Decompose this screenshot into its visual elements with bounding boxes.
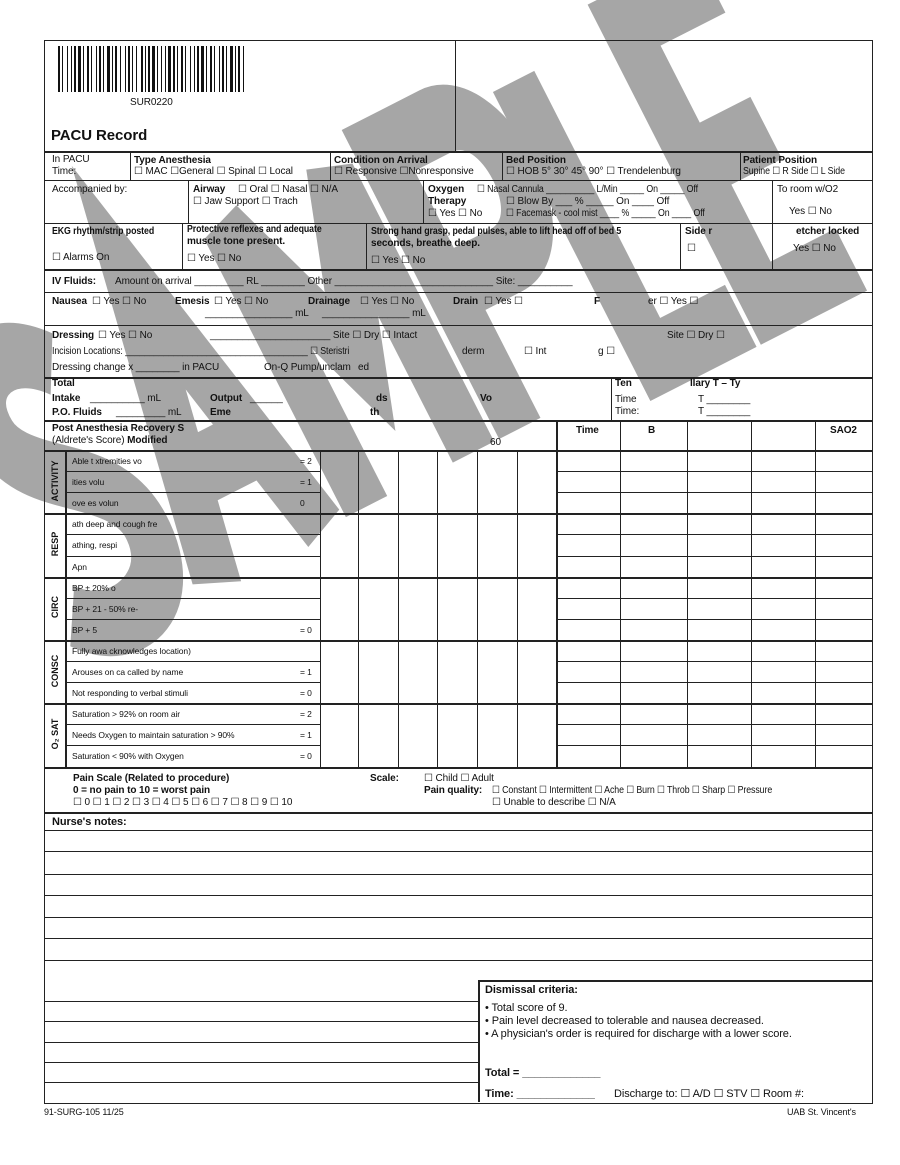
oxygen-yes-no[interactable]: ☐ Yes ☐ No <box>428 208 483 219</box>
barcode-bar <box>132 46 133 92</box>
score-criterion: Able t xtremities vo <box>72 456 142 466</box>
divider <box>680 223 681 269</box>
temp-time-1[interactable]: Time <box>615 394 637 405</box>
divider <box>740 151 741 180</box>
grid-line <box>815 420 816 767</box>
notes-line[interactable] <box>44 960 872 961</box>
total-field[interactable]: Total = _____________ <box>485 1067 601 1079</box>
condition-title: Condition on Arrival <box>334 155 428 166</box>
barcode-bar <box>197 46 199 92</box>
divider <box>478 980 872 982</box>
barcode-bar <box>141 46 143 92</box>
drainage-options[interactable]: ☐ Yes ☐ No <box>360 296 415 307</box>
notes-line[interactable] <box>44 1021 478 1022</box>
barcode-bar <box>161 46 162 92</box>
facemask-option[interactable]: ☐ Facemask - cool mist ____ % _____ On ____ Off <box>506 208 705 219</box>
form-code: 91-SURG-105 11/25 <box>44 1107 124 1117</box>
foley-options[interactable]: er ☐ Yes ☐ <box>648 296 699 307</box>
barcode-bar <box>190 46 191 92</box>
score-group-label: RESP <box>50 531 60 557</box>
barcode-bar <box>222 46 224 92</box>
barcode-bar <box>115 46 117 92</box>
grid-line <box>556 492 872 493</box>
barcode-bar <box>83 46 84 92</box>
drain-label: Drain <box>453 296 479 307</box>
score-value: = 1 <box>300 477 312 488</box>
grid-line <box>358 450 359 767</box>
score-criterion: BP + 21 - 50% re- <box>72 603 138 614</box>
stretcher-options[interactable]: Yes ☐ No <box>793 243 836 254</box>
barcode-bar <box>238 46 240 92</box>
barcode-bar <box>157 46 158 92</box>
room-o2-options[interactable]: Yes ☐ No <box>789 206 832 217</box>
grasp-label: Strong hand grasp, pedal pulses, able to lift head off of bed 5 <box>371 226 622 237</box>
notes-line[interactable] <box>44 851 872 852</box>
grid-line <box>398 450 399 767</box>
divider <box>366 223 367 269</box>
time-column-header: Time <box>576 425 599 436</box>
score-value: = 1 <box>300 730 312 741</box>
grid-line <box>65 534 320 535</box>
score-value: = 0 <box>300 688 312 699</box>
grid-line <box>65 682 320 683</box>
emesis-label: Emesis <box>175 296 210 307</box>
notes-line[interactable] <box>44 1082 478 1083</box>
grid-line <box>65 661 320 662</box>
score-value: = 0 <box>300 751 312 762</box>
notes-line[interactable] <box>44 917 872 918</box>
dressing-site-field[interactable]: ______________________ Site ☐ Dry ☐ Intact <box>210 330 418 341</box>
grid-line <box>320 450 321 767</box>
divider <box>44 812 872 814</box>
barcode-bar <box>201 46 204 92</box>
onq-pump-label: On-Q Pump/unclam <box>264 362 351 373</box>
barcode-bar <box>67 46 68 92</box>
stretcher-label: etcher locked <box>796 226 860 237</box>
nurses-notes-title: Nurse's notes: <box>52 816 127 828</box>
barcode-bar <box>219 46 220 92</box>
score-criterion: ove es volun <box>72 498 119 509</box>
barcode-bar <box>128 46 130 92</box>
anesthesia-options[interactable]: ☐ MAC ☐General ☐ Spinal ☐ Local <box>134 166 293 177</box>
divider <box>502 151 503 180</box>
divider <box>611 377 612 420</box>
grid-line <box>65 745 320 746</box>
barcode-bar <box>181 46 183 92</box>
oxygen-title: Oxygen <box>428 184 465 195</box>
intake-field[interactable]: __________ mL <box>90 393 161 404</box>
notes-line[interactable] <box>44 1001 478 1002</box>
pain-quality-options-2[interactable]: ☐ Unable to describe ☐ N/A <box>492 797 616 808</box>
divider <box>44 292 872 293</box>
grid-line <box>65 450 67 767</box>
condition-options[interactable]: ☐ Responsive ☐Nonresponsive <box>334 166 474 177</box>
score-group-label: ACTIVITY <box>50 460 60 502</box>
grid-line <box>517 450 518 767</box>
barcode-bar <box>74 46 76 92</box>
dressing-options[interactable]: ☐ Yes ☐ No <box>98 330 153 341</box>
barcode-bar <box>112 46 113 92</box>
grid-line <box>65 619 320 620</box>
grid-line <box>65 724 320 725</box>
incision-option[interactable]: ☐ Int <box>524 346 547 357</box>
score-subtitle-modified: Modified <box>127 435 168 446</box>
airway-options[interactable]: ☐ Oral ☐ Nasal ☐ N/A <box>238 184 338 195</box>
dermabond-option[interactable]: derm <box>462 346 485 357</box>
barcode-bar <box>136 46 137 92</box>
score-value: = 1 <box>300 667 312 677</box>
score-criterion: Needs Oxygen to maintain saturation > 90% <box>72 730 235 741</box>
grasp-options[interactable]: ☐ Yes ☐ No <box>371 255 426 266</box>
divider <box>44 223 872 224</box>
grid-line <box>556 745 872 746</box>
barcode-bar <box>145 46 146 92</box>
score-value: 0 <box>300 498 305 509</box>
score-criterion: Apn <box>72 561 87 572</box>
barcode-bar <box>185 46 186 92</box>
divider <box>455 40 456 151</box>
score-subtitle-line <box>52 435 167 447</box>
grid-line <box>65 492 320 493</box>
barcode-bar <box>210 46 212 92</box>
score-title: Post Anesthesia Recovery S <box>52 423 185 434</box>
divider <box>44 269 872 271</box>
grid-line <box>44 513 872 515</box>
criterion: • A physician's order is required for discharge with a lower score. <box>485 1028 792 1040</box>
grid-line <box>437 450 438 767</box>
reflexes-label: Protective reflexes and adequate <box>187 224 322 235</box>
grid-line <box>44 640 872 642</box>
score-value: = 0 <box>300 624 312 635</box>
patient-options[interactable]: Supine ☐ R Side ☐ L Side <box>743 166 845 177</box>
in-pacu-label: In PACU <box>52 154 90 165</box>
temp-label: Ten <box>615 378 632 389</box>
po-fluids-label: P.O. Fluids <box>52 407 102 418</box>
nasal-cannula-option[interactable]: ☐ Nasal Cannula __________ L/Min _____ On _____ Off <box>477 184 698 195</box>
grid-line <box>687 420 688 767</box>
iv-fluids-fields[interactable]: Amount on arrival _________ RL ________ Other _____________________________ Site: __________ <box>115 276 573 287</box>
incision-option-2[interactable]: g ☐ <box>598 346 616 357</box>
nausea-label: Nausea <box>52 296 87 307</box>
barcode-bar <box>58 46 60 92</box>
barcode-bar <box>120 46 121 92</box>
notes-line[interactable] <box>44 895 872 896</box>
grid-line <box>556 661 872 662</box>
score-value: = 2 <box>300 456 312 466</box>
grid-line <box>556 534 872 535</box>
emesis-total-label: Eme <box>210 407 231 418</box>
barcode-bar <box>235 46 236 92</box>
barcode-bar <box>230 46 233 92</box>
scale-label: Scale: <box>370 773 399 784</box>
score-criterion: ities volu <box>72 477 105 488</box>
onq-pump-label-2: ed <box>358 362 369 373</box>
nausea-options[interactable]: ☐ Yes ☐ No <box>92 296 147 307</box>
dressing-site-2[interactable]: Site ☐ Dry ☐ <box>667 330 725 341</box>
discharge-to-options[interactable]: Discharge to: ☐ A/D ☐ STV ☐ Room #: <box>614 1088 804 1100</box>
divider <box>130 151 131 180</box>
bp-column-header: B <box>648 425 656 436</box>
grid-line <box>44 450 872 452</box>
divider <box>772 180 773 223</box>
criterion: • Pain level decreased to tolerable and nausea decreased. <box>485 1015 764 1027</box>
grid-line <box>477 450 478 767</box>
score-criterion: Not responding to verbal stimuli <box>72 688 188 699</box>
grid-line <box>556 420 558 767</box>
barcode-bar <box>194 46 195 92</box>
minutes-60-label: 60 <box>490 437 501 448</box>
grid-line <box>556 619 872 620</box>
divider <box>44 180 872 181</box>
barcode-code: SUR0220 <box>130 97 173 108</box>
score-group-label: CIRC <box>50 596 60 619</box>
grid-line <box>65 598 320 599</box>
divider <box>182 223 183 269</box>
emesis-options[interactable]: ☐ Yes ☐ No <box>214 296 269 307</box>
barcode-bar <box>99 46 101 92</box>
score-criterion: Saturation > 92% on room air <box>72 709 180 720</box>
emesis-ml-field[interactable]: ________________ mL <box>205 308 309 319</box>
dismissal-time-field[interactable]: Time: _____________ <box>485 1088 595 1100</box>
output-field[interactable]: ______ <box>250 393 283 404</box>
divider <box>423 180 424 223</box>
room-o2-label: To room w/O2 <box>777 184 839 195</box>
grid-line <box>65 556 320 557</box>
total-label: Total <box>52 378 75 389</box>
score-criterion: Fully awa cknowledges location) <box>72 645 191 656</box>
barcode-bar <box>177 46 178 92</box>
dressing-label: Dressing <box>52 330 94 341</box>
blow-by-option[interactable]: ☐ Blow By ___ % _____ On ____ Off <box>506 196 670 207</box>
score-group-label: O₂ SAT <box>50 718 60 750</box>
grid-line <box>556 598 872 599</box>
pain-quality-label: Pain quality: <box>424 785 483 796</box>
ekg-label: EKG rhythm/strip posted <box>52 226 155 237</box>
page-title: PACU Record <box>51 127 148 144</box>
temp-value-1[interactable]: T ________ <box>698 394 751 405</box>
barcode-bar <box>214 46 215 92</box>
barcode-bar <box>96 46 97 92</box>
notes-line[interactable] <box>44 1062 478 1063</box>
divider <box>772 223 773 269</box>
patient-title: Patient Position <box>743 155 817 166</box>
pain-scale-title: Pain Scale (Related to procedure) <box>73 773 230 784</box>
barcode-bar <box>78 46 81 92</box>
reflexes-label-2: muscle tone present. <box>187 236 286 247</box>
score-subtitle: (Aldrete's Score) <box>52 435 128 446</box>
dismissal-title: Dismissal criteria: <box>485 984 578 996</box>
grid-line <box>556 682 872 683</box>
scale-options[interactable]: ☐ Child ☐ Adult <box>424 773 494 784</box>
score-criterion: BP ± 20% o <box>72 582 116 593</box>
barcode-bar <box>107 46 110 92</box>
barcode-bar <box>168 46 171 92</box>
divider <box>478 980 480 1102</box>
temp-value-2[interactable]: T ________ <box>698 406 751 417</box>
barcode-bar <box>173 46 175 92</box>
notes-line[interactable] <box>44 874 872 875</box>
barcode-bar <box>71 46 72 92</box>
barcode-bar <box>148 46 150 92</box>
divider <box>44 377 872 379</box>
drainage-ml-field[interactable]: ________________ mL <box>322 308 426 319</box>
barcode-bar <box>165 46 166 92</box>
score-criterion: Saturation < 90% with Oxygen <box>72 751 184 762</box>
score-group-label: CONSC <box>50 654 60 687</box>
pain-range: 0 = no pain to 10 = worst pain <box>73 785 211 796</box>
divider <box>44 420 872 422</box>
airway-options-2[interactable]: ☐ Jaw Support ☐ Trach <box>193 196 298 207</box>
grid-line <box>556 471 872 472</box>
notes-line[interactable] <box>44 938 872 939</box>
accompanied-label[interactable]: Accompanied by: <box>52 184 128 195</box>
barcode-bar <box>103 46 104 92</box>
sao2-column-header: SAO2 <box>830 425 857 436</box>
barcode-bar <box>91 46 92 92</box>
criterion: • Total score of 9. <box>485 1002 568 1014</box>
other-label: th <box>370 407 380 418</box>
drain-options[interactable]: ☐ Yes ☐ <box>484 296 523 307</box>
side-rails-options[interactable]: ☐ <box>687 243 696 254</box>
score-criterion: Arouses on ca called by name <box>72 667 184 677</box>
bloods-label: ds <box>376 393 388 404</box>
divider <box>44 151 872 153</box>
barcode-bar <box>243 46 244 92</box>
therapy-title: Therapy <box>428 196 467 207</box>
score-criterion: BP + 5 <box>72 624 97 635</box>
score-criterion: ath deep and cough fre <box>72 519 158 530</box>
void-label: Vo <box>480 393 492 404</box>
incision-locations-field[interactable]: Incision Locations: ______________________________________ ☐ Steristri <box>52 346 350 357</box>
alarms-on-checkbox[interactable]: ☐ Alarms On <box>52 252 110 263</box>
temp-time-2[interactable]: Time: <box>615 406 640 417</box>
po-fluids-field[interactable]: _________ mL <box>116 407 182 418</box>
drainage-label: Drainage <box>308 296 350 307</box>
grid-line <box>556 724 872 725</box>
pain-quality-options[interactable]: ☐ Constant ☐ Intermittent ☐ Ache ☐ Burn ☐ Throb ☐ Sharp ☐ Pressure <box>492 785 773 796</box>
pain-level-options[interactable]: ☐ 0 ☐ 1 ☐ 2 ☐ 3 ☐ 4 ☐ 5 ☐ 6 ☐ 7 ☐ 8 ☐ 9 ☐ 10 <box>73 797 293 808</box>
side-rails-label: Side r <box>685 226 713 237</box>
barcode <box>58 46 248 92</box>
divider <box>44 325 872 326</box>
temp-type-label: llary T – Ty <box>690 378 741 389</box>
divider <box>188 180 189 223</box>
bed-title: Bed Position <box>506 155 566 166</box>
grid-line <box>44 577 872 579</box>
grid-line <box>751 420 752 767</box>
output-label: Output <box>210 393 243 404</box>
grid-line <box>556 556 872 557</box>
grid-line <box>620 420 621 767</box>
divider <box>44 767 872 769</box>
intake-label: Intake <box>52 393 81 404</box>
barcode-bar <box>125 46 126 92</box>
organization-name: UAB St. Vincent's <box>787 1107 856 1117</box>
grid-line <box>44 703 872 705</box>
bed-options[interactable]: ☐ HOB 5° 30° 45° 90° ☐ Trendelenburg <box>506 166 681 177</box>
notes-line[interactable] <box>44 1042 478 1043</box>
barcode-bar <box>226 46 227 92</box>
barcode-bar <box>152 46 155 92</box>
dressing-change-field[interactable]: Dressing change x ________ in PACU <box>52 362 220 373</box>
grid-line <box>65 471 320 472</box>
score-value: = 2 <box>300 709 312 720</box>
reflexes-options[interactable]: ☐ Yes ☐ No <box>187 253 242 264</box>
airway-title: Airway <box>193 184 226 195</box>
score-criterion: athing, respi <box>72 540 118 551</box>
grasp-label-2: seconds, breathe deep. <box>371 238 480 249</box>
divider <box>330 151 331 180</box>
barcode-bar <box>87 46 89 92</box>
anesthesia-title: Type Anesthesia <box>134 155 211 166</box>
time-label[interactable]: Time: <box>52 166 77 177</box>
barcode-bar <box>206 46 207 92</box>
barcode-bar <box>62 46 63 92</box>
iv-fluids-label: IV Fluids: <box>52 276 97 287</box>
foley-label: F <box>594 296 601 307</box>
notes-line[interactable] <box>44 830 872 831</box>
